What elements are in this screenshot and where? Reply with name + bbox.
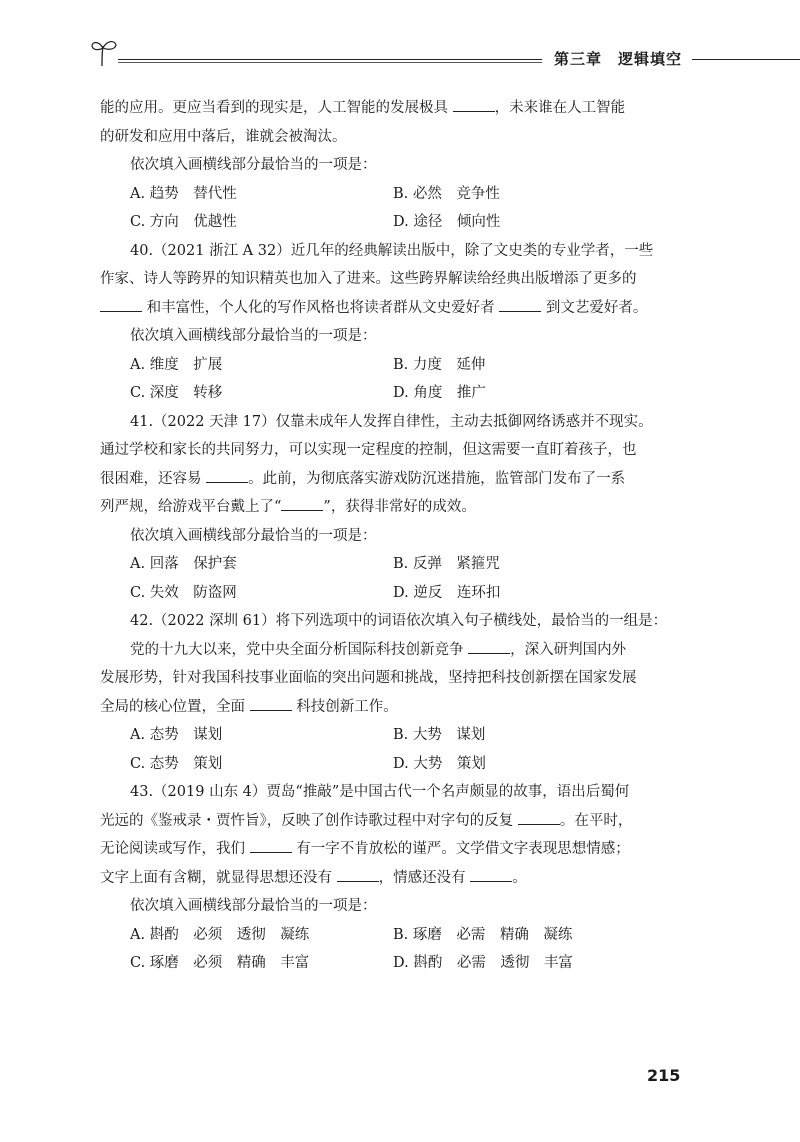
q42-line-3: 发展形势，针对我国科技事业面临的突出问题和挑战，坚持把科技创新摆在国家发展 xyxy=(100,670,637,686)
text: 有一字不肯放松的谨严。文学借文字表现思想情感； xyxy=(296,841,630,857)
header-rule-right xyxy=(692,59,800,60)
q41-options-row-1 xyxy=(100,550,700,579)
option-a: A. 态势 谋划 xyxy=(130,727,223,743)
q41-question: 依次填入画横线部分最恰当的一项是： xyxy=(130,527,377,544)
answer-blank xyxy=(518,810,560,825)
text: 列严规，给游戏平台戴上了“ xyxy=(100,499,282,515)
option-a: A. 维度 扩展 xyxy=(130,356,223,373)
text: ，未来谁在人工智能 xyxy=(494,100,626,116)
answer-blank xyxy=(499,297,541,312)
q41-line-1: 41.（2022 天津 17）仅靠未成年人发挥自律性，主动去抵御网络诱惑并不现实。 xyxy=(130,413,653,430)
q42-line-1: 42.（2022 深圳 61）将下列选项中的词语依次填入句子横线处，最恰当的一组是： xyxy=(130,613,668,629)
option-c: C. 方向 优越性 xyxy=(130,214,237,230)
intro-line-1 xyxy=(100,94,700,123)
option-c: C. 琢磨 必须 精确 丰富 xyxy=(130,955,310,971)
q40-line-1: 40.（2021 浙江 A 32）近几年的经典解读出版中，除了文史类的专业学者，一些 xyxy=(130,242,654,259)
q43-line-4 xyxy=(100,864,700,893)
option-a: A. 斟酌 必须 透彻 凝练 xyxy=(130,926,310,943)
q43-options-row-1 xyxy=(100,921,700,950)
text: 科技创新工作。 xyxy=(296,698,398,715)
intro-options-row-2 xyxy=(100,208,700,237)
answer-blank xyxy=(453,97,495,112)
q41-line-2: 通过学校和家长的共同努力，可以实现一定程度的控制，但这需要一直盯着孩子，也 xyxy=(100,442,637,458)
answer-blank xyxy=(250,696,292,711)
q42-line-2 xyxy=(100,636,700,665)
q43-question: 依次填入画横线部分最恰当的一项是： xyxy=(130,898,377,914)
q41-options-row-2 xyxy=(100,579,700,608)
option-b: B. 反弹 紧箍咒 xyxy=(393,556,500,572)
text: 到文艺爱好者。 xyxy=(545,299,648,316)
text: ，深入研判国内外 xyxy=(510,641,627,658)
answer-blank xyxy=(337,867,379,882)
text: 能的应用。更应当看到的现实是，人工智能的发展极具 xyxy=(100,100,448,116)
option-b: B. 必然 竞争性 xyxy=(393,185,500,202)
header-rule-left xyxy=(118,59,542,60)
q40-question: 依次填入画横线部分最恰当的一项是： xyxy=(130,328,377,344)
option-b: B. 力度 延伸 xyxy=(393,356,486,373)
q42-line-4 xyxy=(100,693,700,722)
option-b: B. 大势 谋划 xyxy=(393,727,486,743)
q40-line-2: 作家、诗人等跨界的知识精英也加入了进来。这些跨界解读给经典出版增添了更多的 xyxy=(100,271,637,287)
text: 很困难，还容易 xyxy=(100,470,202,487)
intro-question: 依次填入画横线部分最恰当的一项是： xyxy=(130,157,377,173)
q40-line-3 xyxy=(100,294,700,323)
option-d: D. 逆反 连环扣 xyxy=(393,584,501,601)
option-c: C. 态势 策划 xyxy=(130,755,223,772)
answer-blank xyxy=(468,639,510,654)
chapter-title: 第三章 逻辑填空 xyxy=(554,50,683,68)
text: 。在平时， xyxy=(559,812,633,829)
text: 。此前，为彻底落实游戏防沉迷措施，监管部门发布了一系 xyxy=(248,470,626,487)
option-c: C. 深度 转移 xyxy=(130,385,223,401)
answer-blank xyxy=(250,838,292,853)
text: 党的十九大以来，党中央全面分析国际科技创新竞争 xyxy=(130,641,464,658)
q43-options-row-2 xyxy=(100,949,700,978)
q43-line-3 xyxy=(100,835,700,864)
option-a: A. 趋势 替代性 xyxy=(130,185,237,202)
answer-blank xyxy=(470,867,512,882)
text: 文字上面有含糊，就显得思想还没有 xyxy=(100,869,332,886)
sprout-icon xyxy=(88,36,124,70)
text: 全局的核心位置，全面 xyxy=(100,698,245,715)
text: 光远的《鉴戒录・贾忤旨》，反映了创作诗歌过程中对字句的反复 xyxy=(100,812,514,829)
option-d: D. 角度 推广 xyxy=(393,385,486,401)
intro-options-row-1 xyxy=(100,180,700,209)
text: ，情感还没有 xyxy=(378,869,466,886)
text: 和丰富性，个人化的写作风格也将读者群从文史爱好者 xyxy=(146,299,495,316)
option-d: D. 斟酌 必需 透彻 丰富 xyxy=(393,955,573,971)
answer-blank xyxy=(100,297,142,312)
q42-options-row-2 xyxy=(100,750,700,779)
answer-blank xyxy=(281,496,323,511)
q41-line-3 xyxy=(100,465,700,494)
text: 无论阅读或写作，我们 xyxy=(100,841,245,857)
page-header xyxy=(88,36,700,76)
option-b: B. 琢磨 必需 精确 凝练 xyxy=(393,926,573,943)
header-rule-left-thin xyxy=(118,62,542,63)
page-number: 215 xyxy=(647,1066,681,1085)
option-c: C. 失效 防盗网 xyxy=(130,584,237,601)
option-d: D. 大势 策划 xyxy=(393,755,486,772)
q40-options-row-1 xyxy=(100,351,700,380)
intro-line-2: 的研发和应用中落后，谁就会被淘汰。 xyxy=(100,128,347,145)
option-d: D. 途径 倾向性 xyxy=(393,214,501,230)
q42-options-row-1 xyxy=(100,721,700,750)
answer-blank xyxy=(206,468,248,483)
q40-options-row-2 xyxy=(100,379,700,408)
page-body xyxy=(100,94,700,978)
text: 。 xyxy=(512,869,527,886)
q43-line-1: 43.（2019 山东 4）贾岛“推敲”是中国古代一个名声颇显的故事，语出后蜀何 xyxy=(130,784,630,800)
text: ”，获得非常好的成效。 xyxy=(323,499,476,515)
q41-line-4 xyxy=(100,493,700,522)
q43-line-2 xyxy=(100,807,700,836)
option-a: A. 回落 保护套 xyxy=(130,556,237,572)
